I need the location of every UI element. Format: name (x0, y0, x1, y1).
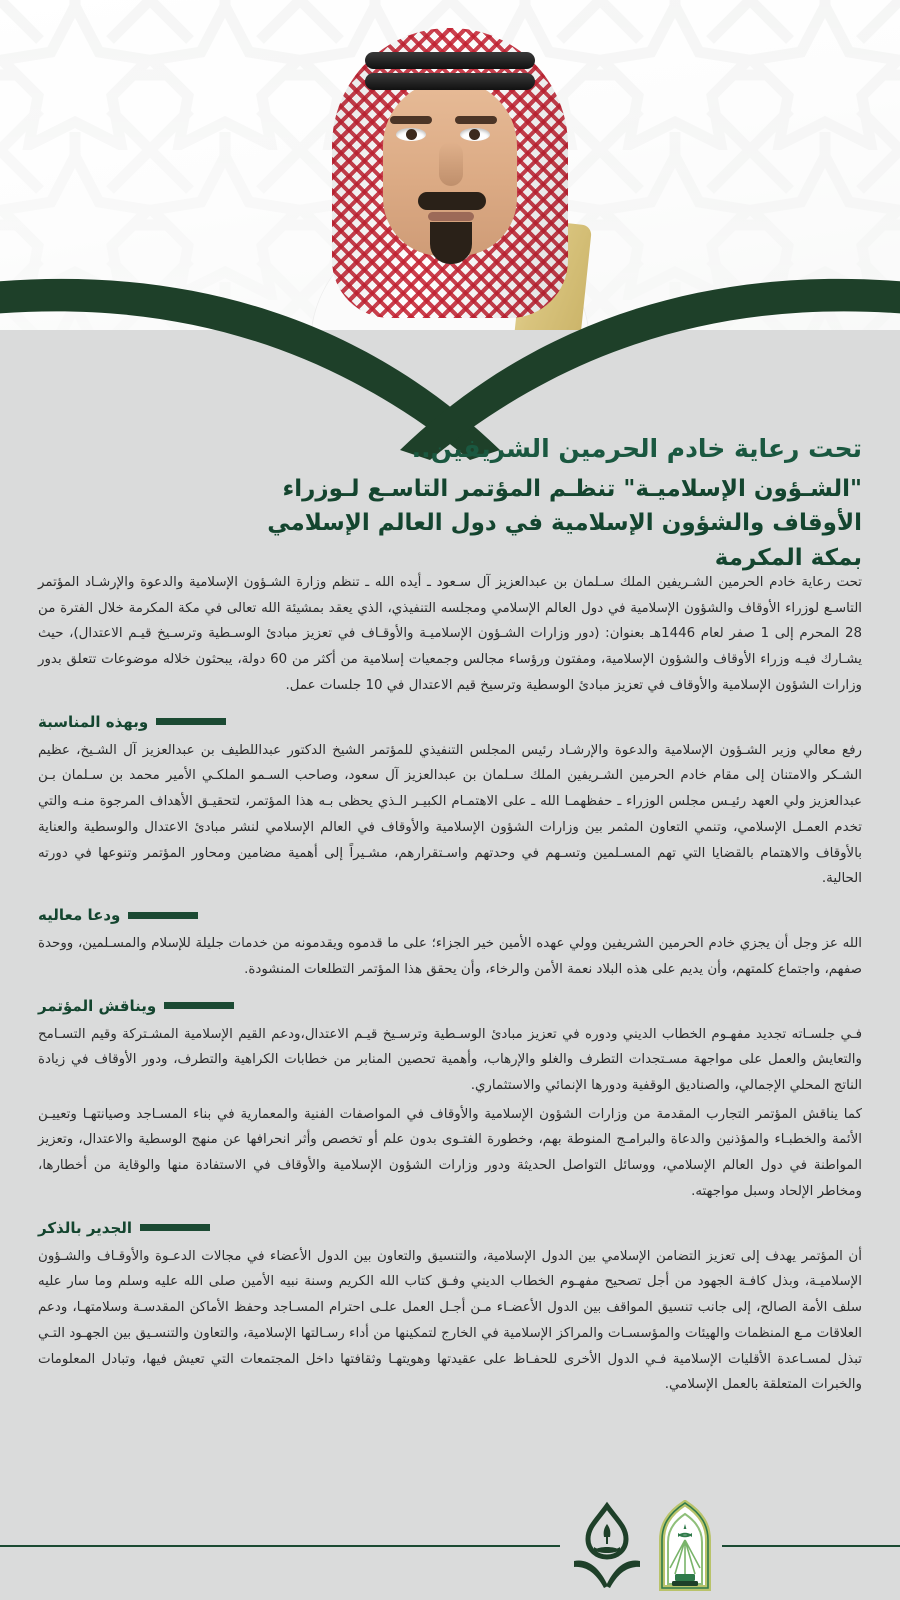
footer-rule (0, 1545, 900, 1547)
section-1-paragraph-0: الله عز وجل أن يجزي خادم الحرمين الشريفين وولي عهده الأمين خير الجزاء؛ على ما قدموه ويقدمونه من خدمات جليلة للإسلام والمسـلمين، ووحدة صفهم، واجتماع كلمتهم، وأن يديم على هذه البلاد نعمة الأمن والرخاء، وأن يحقق هذا المؤتمر التطلعات المنشودة. (38, 936, 862, 977)
section-rule (164, 1002, 234, 1009)
footer (0, 1500, 900, 1600)
lead-paragraph: تحت رعاية خادم الحرمين الشـريفين الملك سـلمان بن عبدالعزيز آل سـعود ـ أيده الله ـ تنظم وزارة الشـؤون الإسلامية والدعوة والإرشـاد المؤتمر التاسـع لوزراء الأوقاف والشؤون الإسلامية في دول العالم الإسلامي ومجلسه التنفيذي، الذي يعقد بمشيئة الله تعالى في مكة المكرمة خلال الفترة من 28 المحرم إلى 1 صفر لعام 1446هـ بعنوان: (دور وزارات الشـؤون الإسلاميـة والأوقـاف في تعزيز مبادئ الوسـطية وترسـيخ قيـم الاعتدال)، حيث يشـارك فيـه وزراء الأوقاف والشؤون الإسلامية، ومفتون ورؤساء مجالس وجمعيات إسلامية من أكثر من 60 دولة، يبحثون خلاله موضوعات تتعلق بدور وزارات الشؤون الإسلامية والأوقاف في تعزيز مبادئ الوسطية وترسيخ قيم الاعتدال في 10 جلسات عمل. (38, 575, 862, 693)
footer-logos (560, 1500, 722, 1592)
section-header-3 (38, 1219, 862, 1237)
section-header-1 (38, 906, 862, 924)
pupil-right (469, 129, 480, 140)
eyebrow-right (455, 116, 497, 124)
mustache (418, 192, 486, 210)
section-2-paragraph-1: كما يناقش المؤتمر التجارب المقدمة من وزارات الشؤون الإسلامية والأوقاف في المواصفات الفنية والمعمارية في بناء المسـاجد وصيانتهـا وتعييـن الأئمة والخطبـاء والمؤذنين والدعاة والبرامـج المنوطة بهم، وخطورة الفتـوى بدون علم أو تخصص وأثر انحرافها عن منهج الوسطية والاعتدال، وتعزيز المواطنة في دول العالم الإسلامي، ووسائل التواصل الحديثة ودور وزارات الشؤون الإسلامية والأوقاف في الاستفادة منها والوقاية من أخطارها، ومخاطر الإلحاد وسبل مواجهته. (38, 1106, 862, 1199)
section-label: الجدير بالذكر (38, 1218, 133, 1237)
section-3-paragraph-0: أن المؤتمر يهدف إلى تعزيز التضامن الإسلامي بين الدول الإسلامية، والتنسيق والتعاون بين الدول الأعضاء في مجالات الدعـوة والأوقـاف والشـؤون الإسلاميـة، وبذل كافـة الجهود من أجل تصحيح مفهـوم الخطاب الديني وفـق كتاب الله الكريم وسنة نبيه الأمين صلى الله عليه وسلم وما سار عليه سلف الأمة الصالح، إلى جانب تنسيق المواقف بين الدول الأعضـاء مـن أجـل العمل علـى احترام المسـاجد وحفظ الأماكن المقدسـة وسلامتهـا، ودعم العلاقات مـع المنظمات والهيئات والمؤسسـات والمراكز الإسلامية في الخارج لتمكينها من أداء رسـالتها الإسلامية، والتعاون والتنسـيق بين الجهـود التـي تبذل لمسـاعدة الأقليات الإسلامية فـي الدول الأخرى للحفـاظ على عقيدتها وهويتهـا وثقافتها داخل المجتمعات التي تعيش فيها، وتبادل المعلومات والخبرات المتعلقة بالعمل الإسلامي. (38, 1248, 862, 1393)
section-rule (140, 1224, 210, 1231)
headline-block (262, 432, 862, 575)
article-body (38, 570, 862, 1401)
nose (439, 142, 463, 186)
page-title: "الشـؤون الإسلامیـة" تنظـم المؤتمر التاسـع لـوزراء الأوقاف والشؤون الإسلامية في دول العالم الإسلامي بمكة المكرمة (267, 475, 862, 571)
section-label: ودعا معاليه (38, 906, 121, 925)
eyebrow-left (390, 116, 432, 124)
agal-cord-lower (365, 73, 535, 90)
section-header-0 (38, 713, 862, 731)
section-label: وبهذه المناسبة (38, 712, 149, 731)
kicker-line: تحت رعاية خادم الحرمين الشريفين.. (411, 434, 862, 463)
section-2-paragraph-0: فـي جلسـاته تجديد مفهـوم الخطاب الديني ودوره في تعزيز مبادئ الوسـطية وترسـيخ قيـم الاعتدال،ودعم القيم الإسلامية المشـتركة وقيم التسـامح والتعايش والعمل على مواجهة مسـتجدات التطرف والغلو والإرهاب، وأهمية تحصين المنابر من خطابات الكراهية والتطرف، ودور الأوقاف في زيادة الناتج المحلي الإجمالي، والصناديق الوقفية ودورها الإنمائي والاستثماري. (38, 1026, 862, 1094)
mouth (428, 212, 474, 221)
section-rule (128, 912, 198, 919)
section-rule (156, 718, 226, 725)
section-0-paragraph-0: رفع معالي وزير الشـؤون الإسلامية والدعوة والإرشـاد رئيس المجلس التنفيذي للمؤتمر الشيخ الدكتور عبداللطيف بن عبدالعزيز آل الشـيخ، عظيم الشـكر والامتنان إلى مقام خادم الحرمين الشـريفين الملك سـلمان بن عبدالعزيز آل سعود، وصاحب السـمو الملكـي الأمير محمد بن سـلمان بـن عبدالعزيز ولي العهد رئيـس مجلس الوزراء ـ حفظهمـا الله ـ على الاهتمـام الكبيـر الـذي يحظى بـه هذا المؤتمر، لتحقيـق الأهداف المرجوة منـه والتي تخدم العمـل الإسلامي، وتنمي التعاون المثمر بين وزارات الشؤون الإسلامية والأوقاف في العالم الإسلامي لنشر مبادئ الاعتدال والوسطية والعناية بالأوقاف والاهتمام بالقضايا التي تهم المسـلمين وتسـهم في وحدتهم واسـتقرارهم، مشـيراً إلى أهمية مضامين ومحاور المؤتمر وتنوعها في دورته الحالية. (38, 742, 862, 887)
pupil-left (406, 129, 417, 140)
section-label: ويناقش المؤتمر (38, 996, 157, 1015)
crossed-swoosh-divider (0, 255, 900, 460)
ministry-of-islamic-affairs-logo (658, 1500, 712, 1592)
section-header-2 (38, 997, 862, 1015)
conference-logo (570, 1500, 644, 1592)
agal-cord-upper (365, 52, 535, 69)
